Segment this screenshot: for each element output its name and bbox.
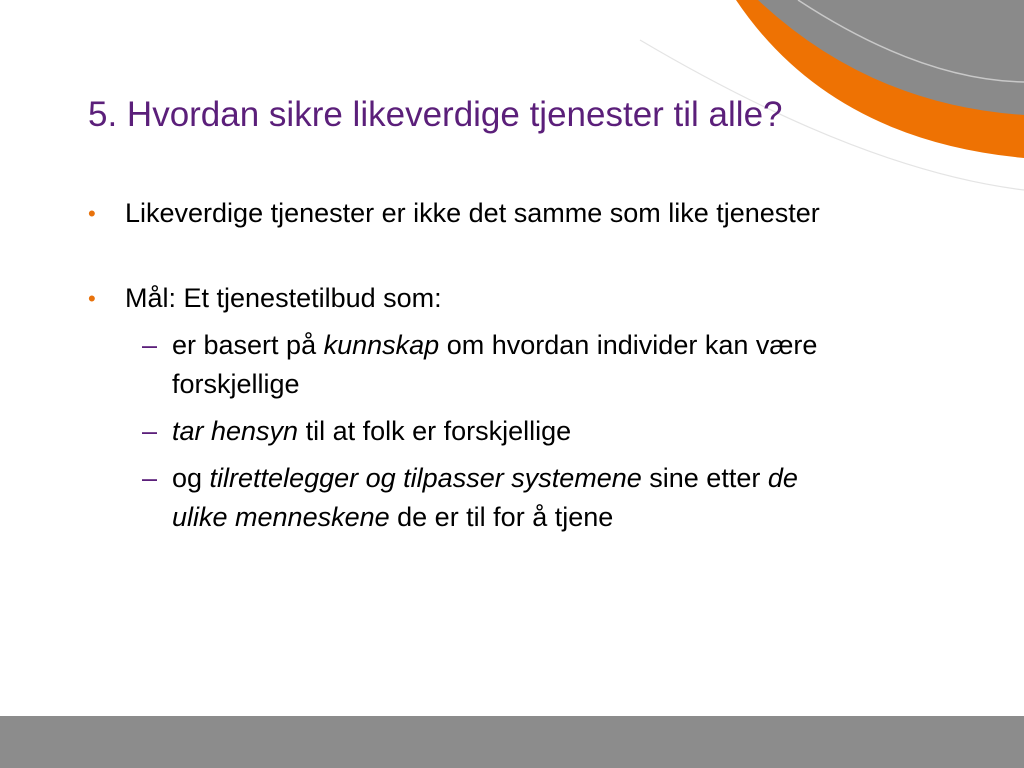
emphasis-text: de ulike menneskene (172, 463, 798, 532)
sub-bullet-text (172, 416, 571, 446)
sub-bullet-text (172, 330, 817, 399)
sub-bullet-item (88, 326, 852, 404)
sub-bullet-item (88, 459, 852, 537)
sub-bullet-item (88, 412, 852, 451)
dash-marker: – (142, 330, 158, 360)
footer-bar (0, 716, 1024, 768)
bullet-marker: • (88, 201, 96, 226)
emphasis-text: tilrettelegger og tilpasser systemene (209, 463, 642, 493)
bullet-text: Likeverdige tjenester er ikke det samme som like tjenester (125, 198, 820, 228)
emphasis-text: kunnskap (323, 330, 440, 360)
bullet-item (88, 194, 938, 233)
dash-marker: – (142, 463, 158, 493)
sub-bullet-text (172, 463, 798, 532)
text-part: om hvordan individer kan være forskjellige (172, 330, 818, 399)
bullet-item (88, 279, 938, 318)
dash-marker: – (142, 416, 158, 446)
emphasis-text: tar hensyn (172, 416, 299, 446)
text-part: til at folk er forskjellige (298, 416, 572, 446)
slide-content (88, 194, 938, 537)
slide-title: 5. Hvordan sikre likeverdige tjenester til alle? (88, 95, 783, 134)
text-part: og (172, 463, 210, 493)
bullet-text: Mål: Et tjenestetilbud som: (125, 283, 442, 313)
text-part: er basert på (172, 330, 324, 360)
text-part: de er til for å tjene (389, 502, 614, 532)
text-part: sine etter (641, 463, 768, 493)
bullet-marker: • (88, 286, 96, 311)
